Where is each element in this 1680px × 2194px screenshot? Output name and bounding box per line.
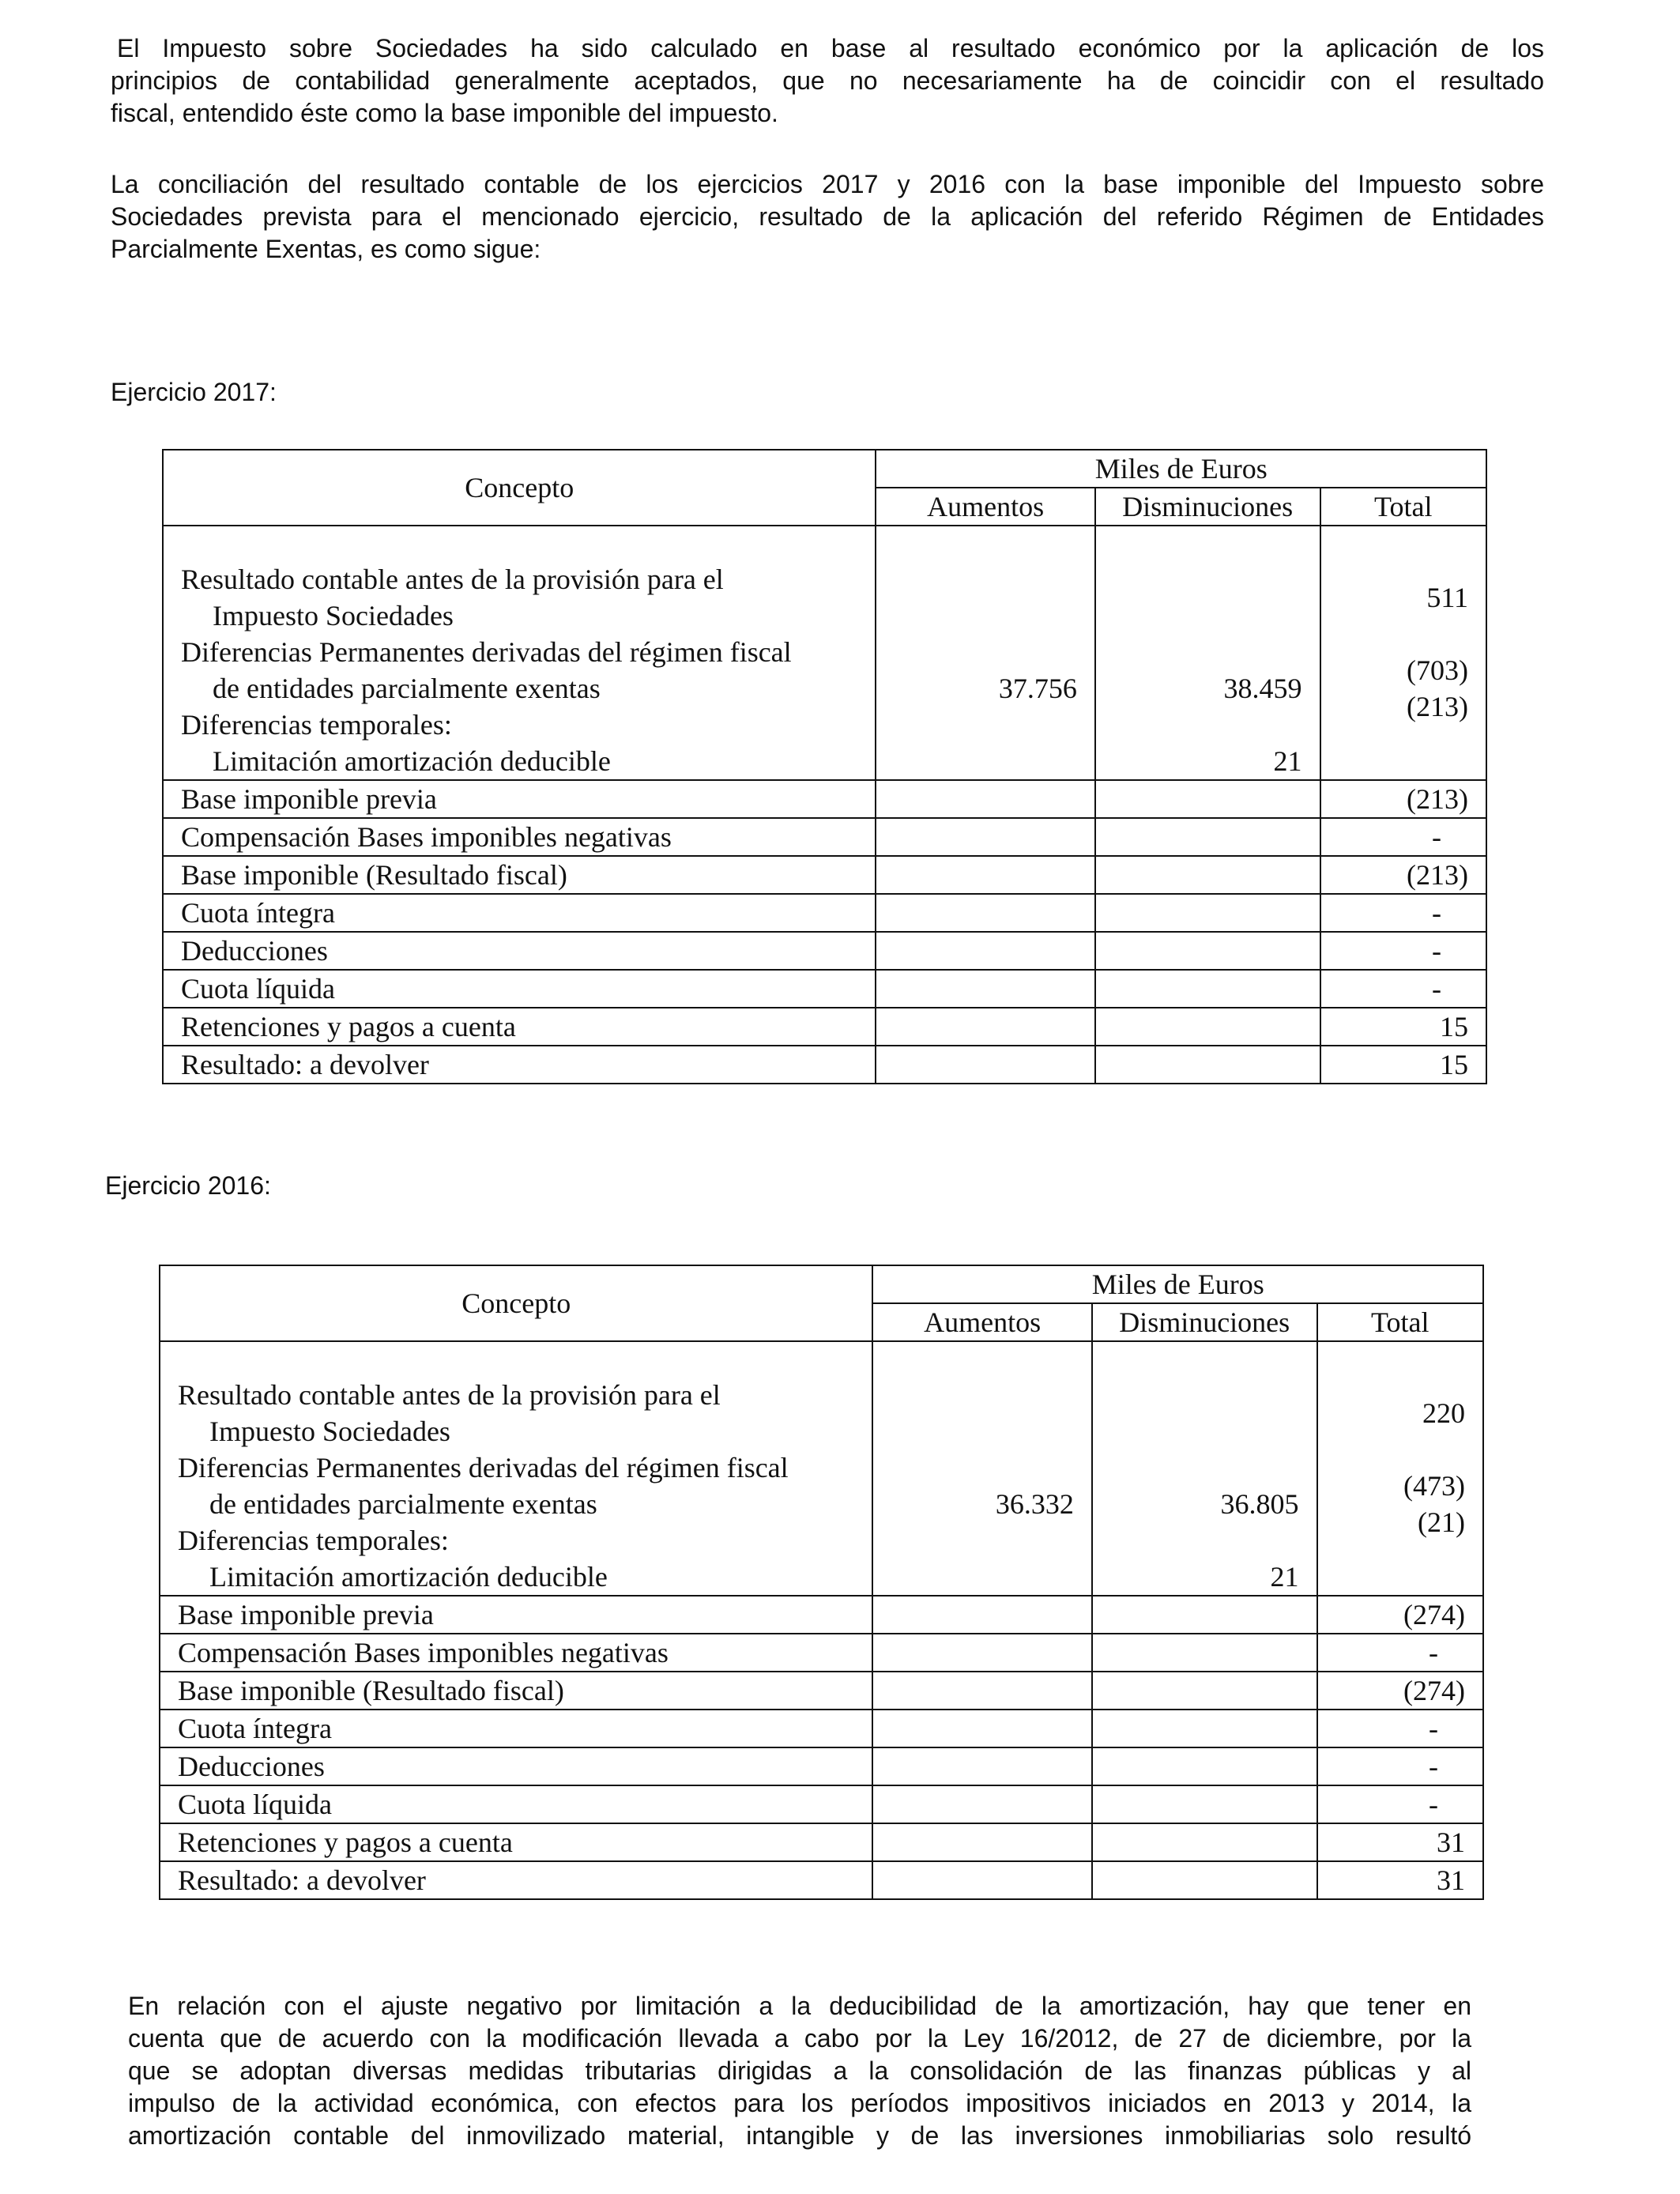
row-total: (213) [1320, 780, 1486, 818]
row-aumentos [876, 856, 1094, 894]
tax-table-2017 [162, 449, 1487, 1084]
table-row [163, 818, 1486, 856]
row-concepto: Base imponible (Resultado fiscal) [160, 1672, 872, 1710]
row-disminuciones [1092, 1823, 1317, 1861]
line-diferencias-permanentes: Diferencias Permanentes derivadas del régimen fiscal [181, 636, 792, 668]
table-row [160, 1823, 1483, 1861]
row-concepto: Base imponible previa [163, 780, 876, 818]
row-concepto: Cuota líquida [160, 1785, 872, 1823]
header-total: Total [1320, 488, 1486, 526]
row-total: - [1317, 1634, 1483, 1672]
row-aumentos [872, 1785, 1091, 1823]
table-row [160, 1785, 1483, 1823]
row-concepto: Resultado: a devolver [160, 1861, 872, 1899]
total-value-2: (473) [1403, 1470, 1465, 1502]
row-total: - [1320, 818, 1486, 856]
ajustes-concepto [160, 1341, 872, 1596]
row-total: - [1317, 1747, 1483, 1785]
line-entidades-exentas: de entidades parcialmente exentas [213, 673, 601, 704]
row-aumentos [876, 1046, 1094, 1084]
row-disminuciones [1095, 856, 1320, 894]
row-aumentos [872, 1672, 1091, 1710]
line-impuesto-sociedades: Impuesto Sociedades [213, 600, 454, 631]
header-total: Total [1317, 1303, 1483, 1341]
header-disminuciones: Disminuciones [1095, 488, 1320, 526]
row-disminuciones [1092, 1710, 1317, 1747]
intro-p2-line-3: Parcialmente Exentas, es como sigue: [111, 235, 541, 263]
table-row [160, 1634, 1483, 1672]
row-concepto: Resultado: a devolver [163, 1046, 876, 1084]
row-disminuciones [1092, 1861, 1317, 1899]
header-disminuciones: Disminuciones [1092, 1303, 1317, 1341]
table-row-ajustes [160, 1341, 1483, 1596]
row-disminuciones [1095, 1046, 1320, 1084]
row-total: 15 [1320, 1008, 1486, 1046]
row-aumentos [876, 780, 1094, 818]
header-aumentos: Aumentos [876, 488, 1094, 526]
row-disminuciones [1092, 1785, 1317, 1823]
ajustes-disminuciones [1095, 526, 1320, 780]
disminuciones-value-1: 38.459 [1223, 673, 1302, 704]
intro-p1-line-3: fiscal, entendido éste como la base imponible del impuesto. [111, 99, 778, 127]
row-disminuciones [1095, 970, 1320, 1008]
row-total: (213) [1320, 856, 1486, 894]
row-disminuciones [1095, 1008, 1320, 1046]
row-concepto: Retenciones y pagos a cuenta [160, 1823, 872, 1861]
row-disminuciones [1092, 1596, 1317, 1634]
table-row [163, 894, 1486, 932]
row-total: - [1317, 1785, 1483, 1823]
row-total: - [1320, 970, 1486, 1008]
row-disminuciones [1095, 932, 1320, 970]
closing-line-4: impulso de la actividad económica, con efectos para los períodos impositivos iniciados en 2013 y 2014, la [128, 2089, 1471, 2117]
intro-paragraph-1 [111, 32, 1544, 130]
row-total: 31 [1317, 1861, 1483, 1899]
closing-line-1: En relación con el ajuste negativo por limitación a la deducibilidad de la amortización, hay que tener en [128, 1992, 1471, 2020]
table-row [163, 1008, 1486, 1046]
table-row [163, 970, 1486, 1008]
intro-p1-line-1: El Impuesto sobre Sociedades ha sido calculado en base al resultado económico por la aplicación de los [117, 34, 1544, 62]
table-row [160, 1861, 1483, 1899]
header-miles-de-euros: Miles de Euros [872, 1265, 1483, 1303]
intro-p1-line-2: principios de contabilidad generalmente aceptados, que no necesariamente ha de coincidir con el resultado [111, 66, 1544, 95]
header-concepto: Concepto [163, 450, 876, 526]
closing-paragraph [128, 1990, 1471, 2152]
table-row [163, 1046, 1486, 1084]
section-label-2017: Ejercicio 2017: [111, 378, 277, 406]
row-concepto: Compensación Bases imponibles negativas [160, 1634, 872, 1672]
line-diferencias-temporales: Diferencias temporales: [178, 1525, 449, 1556]
disminuciones-value-2: 21 [1273, 745, 1302, 777]
row-concepto: Cuota íntegra [160, 1710, 872, 1747]
line-limitacion-amortizacion: Limitación amortización deducible [213, 745, 611, 777]
line-impuesto-sociedades: Impuesto Sociedades [209, 1416, 450, 1447]
total-value-1: 220 [1422, 1397, 1465, 1429]
header-miles-de-euros: Miles de Euros [876, 450, 1486, 488]
intro-p2-line-2: Sociedades prevista para el mencionado ejercicio, resultado de la aplicación del referido Régimen de Entidades [111, 202, 1544, 231]
row-aumentos [876, 932, 1094, 970]
row-concepto: Deducciones [160, 1747, 872, 1785]
total-value-3: (21) [1418, 1506, 1465, 1538]
total-value-1: 511 [1426, 582, 1468, 613]
row-disminuciones [1092, 1747, 1317, 1785]
row-total: - [1320, 932, 1486, 970]
row-aumentos [872, 1747, 1091, 1785]
row-aumentos [876, 1008, 1094, 1046]
row-disminuciones [1092, 1634, 1317, 1672]
row-aumentos [876, 970, 1094, 1008]
row-disminuciones [1095, 894, 1320, 932]
line-limitacion-amortizacion: Limitación amortización deducible [209, 1561, 608, 1593]
ajustes-total [1317, 1341, 1483, 1596]
disminuciones-value-1: 36.805 [1220, 1488, 1299, 1520]
row-aumentos [872, 1823, 1091, 1861]
ajustes-total [1320, 526, 1486, 780]
row-aumentos [872, 1634, 1091, 1672]
row-total: 15 [1320, 1046, 1486, 1084]
ajustes-aumentos [872, 1341, 1091, 1596]
aumentos-value: 36.332 [995, 1488, 1074, 1520]
line-diferencias-temporales: Diferencias temporales: [181, 709, 452, 741]
line-resultado-contable: Resultado contable antes de la provisión para el [181, 564, 724, 595]
table-row [160, 1710, 1483, 1747]
line-entidades-exentas: de entidades parcialmente exentas [209, 1488, 597, 1520]
intro-p2-line-1: La conciliación del resultado contable de los ejercicios 2017 y 2016 con la base imponible del Impuesto sobre [111, 170, 1544, 198]
row-total: (274) [1317, 1672, 1483, 1710]
row-concepto: Cuota líquida [163, 970, 876, 1008]
row-concepto: Retenciones y pagos a cuenta [163, 1008, 876, 1046]
table-row-ajustes [163, 526, 1486, 780]
ajustes-disminuciones [1092, 1341, 1317, 1596]
table-row [160, 1747, 1483, 1785]
table-row [163, 856, 1486, 894]
row-aumentos [876, 894, 1094, 932]
intro-paragraph-2 [111, 168, 1544, 266]
header-concepto: Concepto [160, 1265, 872, 1341]
row-concepto: Base imponible previa [160, 1596, 872, 1634]
ajustes-concepto [163, 526, 876, 780]
row-total: (274) [1317, 1596, 1483, 1634]
row-concepto: Compensación Bases imponibles negativas [163, 818, 876, 856]
row-aumentos [872, 1596, 1091, 1634]
row-total: - [1320, 894, 1486, 932]
row-concepto: Base imponible (Resultado fiscal) [163, 856, 876, 894]
closing-line-3: que se adoptan diversas medidas tributarias dirigidas a la consolidación de las finanzas públicas y al [128, 2056, 1471, 2085]
row-aumentos [876, 818, 1094, 856]
line-diferencias-permanentes: Diferencias Permanentes derivadas del régimen fiscal [178, 1452, 789, 1483]
total-value-2: (703) [1407, 654, 1468, 686]
tax-table-2016 [159, 1265, 1484, 1900]
table-row [163, 780, 1486, 818]
line-resultado-contable: Resultado contable antes de la provisión para el [178, 1379, 721, 1411]
disminuciones-value-2: 21 [1270, 1561, 1299, 1593]
row-concepto: Cuota íntegra [163, 894, 876, 932]
closing-line-2: cuenta que de acuerdo con la modificación llevada a cabo por la Ley 16/2012, de 27 de diciembre, por la [128, 2024, 1471, 2053]
total-value-3: (213) [1407, 691, 1468, 722]
row-disminuciones [1095, 780, 1320, 818]
closing-line-5: amortización contable del inmovilizado material, intangible y de las inversiones inmobiliarias solo resultó [128, 2121, 1471, 2150]
table-row [163, 932, 1486, 970]
row-total: - [1317, 1710, 1483, 1747]
table-row [160, 1596, 1483, 1634]
row-aumentos [872, 1710, 1091, 1747]
row-total: 31 [1317, 1823, 1483, 1861]
row-aumentos [872, 1861, 1091, 1899]
aumentos-value: 37.756 [998, 673, 1077, 704]
section-label-2016: Ejercicio 2016: [105, 1171, 271, 1200]
row-concepto: Deducciones [163, 932, 876, 970]
row-disminuciones [1095, 818, 1320, 856]
row-disminuciones [1092, 1672, 1317, 1710]
table-row [160, 1672, 1483, 1710]
ajustes-aumentos [876, 526, 1094, 780]
header-aumentos: Aumentos [872, 1303, 1091, 1341]
